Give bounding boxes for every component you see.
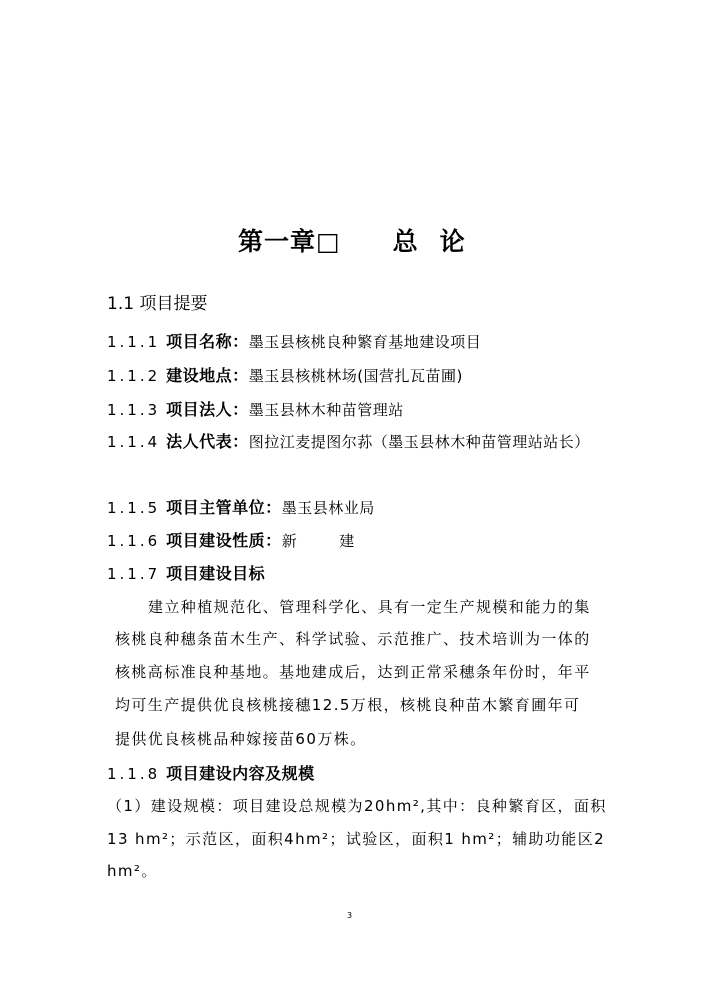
item-supervising-unit: 1.1.5 项目主管单位：墨玉县林业局 [107, 498, 375, 517]
section-heading-1-1: 1.1 项目提要 [107, 294, 208, 314]
item-legal-entity: 1.1.3 项目法人：墨玉县林木种苗管理站 [107, 400, 404, 419]
goal-line-5: 提供优良核桃品种嫁接苗60万株。 [115, 730, 367, 748]
chapter-topic: 总论 [392, 227, 487, 256]
item-legal-representative: 1.1.4 法人代表：图拉江麦提图尔荪（墨玉县林木种苗管理站站长） [107, 432, 590, 451]
goal-line-2: 核桃良种穗条苗木生产、科学试验、示范推广、技术培训为一体的 [115, 630, 591, 648]
page-number: 3 [347, 911, 353, 920]
scale-line-2: 13 hm²；示范区，面积4hm²；试验区，面积1 hm²；辅助功能区2 [107, 830, 606, 848]
item-project-name: 1.1.1 项目名称：墨玉县核桃良种繁育基地建设项目 [107, 332, 482, 351]
missing-glyph-box: □ [316, 227, 341, 256]
goal-line-3: 核桃高标准良种基地。基地建成后，达到正常采穗条年份时，年平 [115, 663, 591, 681]
item-construction-nature: 1.1.6 项目建设性质：新 建 [107, 531, 355, 550]
goal-line-1: 建立种植规范化、管理科学化、具有一定生产规模和能力的集 [148, 598, 591, 616]
section-heading-1-1-8: 1.1.8 项目建设内容及规模 [107, 764, 315, 783]
goal-line-4: 均可生产提供优良核桃接穗12.5万根，核桃良种苗木繁育圃年可 [115, 696, 581, 714]
chapter-number: 第一章 [238, 227, 317, 256]
scale-line-1: （1）建设规模：项目建设总规模为20hm²,其中：良种繁育区，面积 [107, 797, 607, 815]
scale-line-3: hm²。 [107, 862, 158, 880]
item-construction-goal: 1.1.7 项目建设目标 [107, 564, 266, 583]
item-location: 1.1.2 建设地点：墨玉县核桃林场(国营扎瓦苗圃) [107, 366, 463, 385]
chapter-title [238, 222, 487, 258]
